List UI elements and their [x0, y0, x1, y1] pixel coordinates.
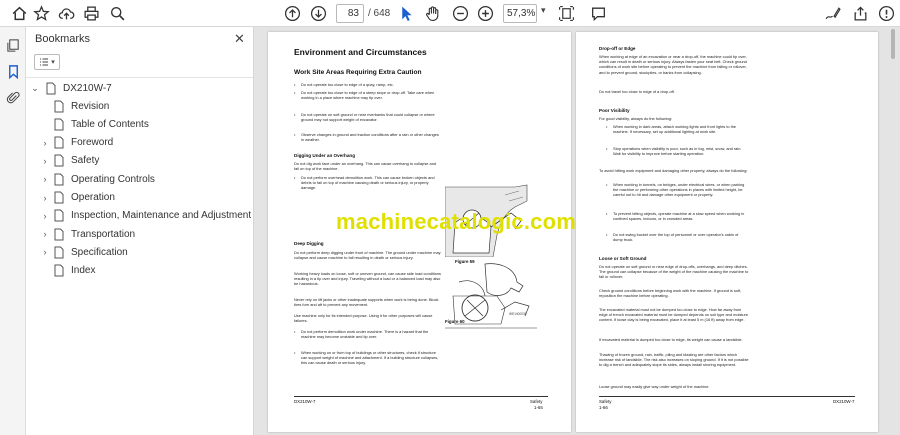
figure-deep-digging-illustration — [445, 262, 537, 340]
chevron-down-icon[interactable]: ⌄ — [31, 82, 39, 93]
bullet-item: • When working on or from top of buildings or other structures, check if structure can support weight of machine and attachment. If a building structure collapses, this can cause death or serious injury. — [294, 350, 439, 366]
zoom-level-input[interactable]: 57,3% — [503, 4, 537, 23]
bookmark-doc-icon — [54, 191, 64, 204]
page-up-icon[interactable] — [282, 3, 302, 23]
bookmark-doc-icon — [54, 264, 64, 277]
page-total: / 648 — [368, 8, 391, 19]
paragraph: Thawing of frozen ground, rain, traffic, piling and blasting are other factors which increase risk of landslide. The risk also increases on sloping ground. If it is not possible to dig a trench and adequately slope its sides, always install shoring equipment. — [599, 352, 749, 368]
cloud-upload-icon[interactable] — [56, 3, 76, 23]
paragraph: If excavated material is dumped too close to edge, its weight can cause a landslide. — [599, 337, 743, 342]
chevron-right-icon[interactable]: › — [43, 247, 47, 258]
bookmark-label: Table of Contents — [71, 118, 149, 130]
home-icon[interactable] — [9, 3, 29, 23]
share-icon[interactable] — [850, 3, 870, 23]
star-icon[interactable] — [31, 3, 51, 23]
sign-icon[interactable] — [822, 3, 842, 23]
bookmarks-title: Bookmarks — [35, 33, 91, 45]
fit-page-icon[interactable] — [556, 3, 576, 23]
subheading: Digging Under an Overhang — [294, 153, 355, 158]
bullet-item: • Do not operate on soft ground or near riverbanks that could collapse or where ground may not support weight of excavator. — [294, 112, 439, 122]
paragraph: Use machine only for its intended purpose. Using it for other purposes will cause failures. — [294, 313, 433, 324]
chevron-down-icon[interactable]: ▾ — [541, 5, 546, 15]
bookmark-item[interactable] — [40, 97, 109, 115]
footer-page-number: 1-65 — [534, 405, 543, 410]
vertical-scrollbar[interactable] — [890, 29, 896, 433]
toolbar — [0, 0, 900, 27]
paragraph: Check ground conditions before beginning work with the machine. If ground is soft, reposition the machine before operating. — [599, 288, 742, 299]
bookmark-item[interactable] — [40, 189, 115, 207]
hand-icon[interactable] — [422, 3, 442, 23]
zoom-out-icon[interactable] — [450, 3, 470, 23]
page-number-input[interactable]: 83 — [336, 4, 364, 23]
page-title: Environment and Circumstances — [294, 47, 427, 57]
subheading: Loose or Soft Ground — [599, 256, 647, 261]
scrollbar-thumb[interactable] — [891, 29, 895, 59]
bookmark-item[interactable] — [40, 262, 95, 280]
figure-code: WE1400030 — [509, 312, 527, 316]
paragraph: Never rely on lift jacks or other inadequate supports when work is being done. Block tires fore and aft to prevent any movement. — [294, 297, 439, 308]
bookmark-doc-icon — [54, 228, 64, 241]
bookmark-item[interactable] — [40, 115, 149, 133]
bookmark-label: DX210W-7 — [63, 82, 112, 94]
chevron-right-icon[interactable]: › — [43, 137, 47, 148]
bookmarks-panel — [26, 27, 254, 435]
attachments-icon[interactable] — [4, 88, 22, 106]
account-icon[interactable] — [876, 3, 896, 23]
bullet-item: • When working in tunnels, on bridges, under electrical wires, or when parking the machine or performing other operations in places with limited height, be careful not to hit and damage other equipment or property. — [606, 182, 749, 198]
bookmarks-icon[interactable] — [4, 62, 22, 80]
section-heading: Work Site Areas Requiring Extra Caution — [294, 69, 422, 76]
close-icon[interactable]: ✕ — [234, 31, 245, 46]
bullet-item: • Do not perform demolition work under machine. There is a hazard that the machine may become unstable and tip over. — [294, 329, 439, 339]
comment-icon[interactable] — [588, 3, 608, 23]
page-thumbnails-icon[interactable] — [4, 36, 22, 54]
bullet-item: • Do not swing bucket over the top of personnel or over operator's cabin of dump truck. — [606, 232, 749, 242]
list-icon — [39, 57, 49, 67]
bookmark-item[interactable] — [40, 152, 99, 170]
navigation-rail — [0, 27, 26, 435]
bookmark-label: Operation — [71, 192, 115, 203]
bookmark-label: Specification — [71, 246, 128, 258]
bookmark-label: Index — [71, 265, 96, 277]
footer-rule — [599, 396, 855, 397]
print-icon[interactable] — [81, 3, 101, 23]
bookmark-options-button[interactable] — [34, 54, 60, 70]
chevron-right-icon[interactable]: › — [43, 229, 47, 240]
bookmark-doc-icon — [54, 246, 64, 259]
chevron-right-icon[interactable]: › — [43, 210, 47, 221]
page-right — [576, 32, 878, 432]
bullet-item: • Observe changes in ground and traction conditions after a rain or other changes in weather. — [294, 132, 439, 142]
bookmark-label: Foreword — [71, 137, 114, 149]
paragraph: Do not perform deep digging under front of machine. The ground under machine may collapse and cause machine to fall resulting in death or serious injury. — [294, 250, 441, 261]
bullet-item: • Stop operations when visibility is poor, such as in fog, mist, snow, and rain. Wait for visibility to improve before starting operation. — [606, 146, 749, 156]
subheading: Deep Digging — [294, 241, 324, 246]
bullet-item: • Do not perform overhead demolition work. This can cause broken objects and debris to fall on top of machine causing death or serious injury, or property damage. — [294, 175, 439, 191]
footer-section: Safety — [530, 399, 543, 404]
zoom-in-icon[interactable] — [475, 3, 495, 23]
paragraph: When working at edge of an excavation or near a drop-off, the machine could tip over, which can result in death or serious injury. Always fasten your seat belt. Check ground conditions of work site before operating to prevent the machine from falling or rollover, and to prevent ground, stockpiles, or banks from collapsing. — [599, 54, 747, 75]
bookmark-label: Safety — [71, 155, 100, 167]
bookmark-doc-icon — [46, 82, 56, 95]
bookmark-item[interactable] — [40, 225, 135, 243]
bookmark-item[interactable] — [40, 134, 113, 152]
bookmark-item[interactable] — [40, 243, 128, 261]
subheading: Drop-off or Edge — [599, 46, 636, 51]
bookmark-doc-icon — [54, 173, 64, 186]
bullet-item: • Do not operate too close to edge of a steep slope or drop-off. Take care when working in a place where machine may tip over. — [294, 90, 439, 100]
figure-caption: Figure 59 — [455, 259, 475, 264]
paragraph: Do not travel too close to edge of a drop-off. — [599, 89, 675, 94]
figure-caption: Figure 60 — [445, 319, 465, 324]
bookmark-item[interactable] — [40, 170, 155, 188]
footer-rule — [294, 396, 548, 397]
divider — [26, 77, 253, 78]
chevron-right-icon[interactable]: › — [43, 192, 47, 203]
bookmark-doc-icon — [54, 118, 64, 131]
bookmark-doc-icon — [54, 136, 64, 149]
bookmark-label: Revision — [71, 100, 110, 112]
bookmark-label: Operating Controls — [71, 173, 155, 185]
footer-model: DX210W-7 — [833, 399, 855, 404]
bookmark-doc-icon — [54, 209, 64, 222]
paragraph: To avoid hitting work equipment and damaging other property, always do the following: — [599, 168, 748, 173]
bullet-item: • Do not operate too close to edge of a quay, ramp, etc. — [294, 82, 439, 87]
subheading: Poor Visibility — [599, 108, 630, 113]
bookmark-doc-icon — [54, 154, 64, 167]
page-down-icon[interactable] — [308, 3, 328, 23]
footer-model: DX210W-7 — [294, 399, 316, 404]
footer-section: Safety — [599, 399, 612, 404]
paragraph: Working heavy loads on loose, soft or uneven ground, can cause side load conditions resulting in a tip over and injury. Traveling without a load or a balanced load may also be hazardous. — [294, 271, 442, 287]
paragraph: Do not operate on soft ground or near edge of drop-offs, overhangs, and deep ditches. The ground can collapse because of the weight of the machine causing the machine to fall or rollover. — [599, 264, 749, 280]
paragraph: Loose ground may easily give way under weight of the machine. — [599, 384, 710, 389]
bookmark-label: Inspection, Maintenance and Adjustment — [71, 210, 252, 222]
bullet-item: • When working in dark areas, attach working lights and front lights to the machine. If necessary, set up additional lighting at work site. — [606, 124, 749, 134]
paragraph: The excavated material must not be dumped too close to edge. How far away from edge of trench excavated material must be dumped depends on soil type and moisture content. If loose clay is being excavated, place it at least 5 m (16 ft) away from edge. — [599, 307, 749, 323]
watermark-text: machinecatalogic.com — [336, 209, 576, 234]
bookmark-label: Transportation — [71, 228, 136, 240]
paragraph: For good visibility, always do the following: — [599, 116, 673, 121]
search-icon[interactable] — [107, 3, 127, 23]
chevron-right-icon[interactable]: › — [43, 155, 47, 166]
bookmark-root[interactable] — [30, 79, 112, 97]
paragraph: Do not dig work face under an overhang. This can cause overhang to collapse and fall on top of the machine. — [294, 161, 437, 172]
footer-page-number: 1-66 — [599, 405, 608, 410]
chevron-right-icon[interactable]: › — [43, 174, 47, 185]
bookmark-doc-icon — [54, 100, 64, 113]
chevron-down-icon: ▾ — [51, 59, 55, 66]
pointer-icon[interactable] — [396, 3, 416, 23]
bullet-item: • To prevent hitting objects, operate machine at a slow speed when working in confined spaces, indoors, or in crowded areas. — [606, 211, 749, 221]
bookmark-item[interactable] — [40, 207, 251, 225]
